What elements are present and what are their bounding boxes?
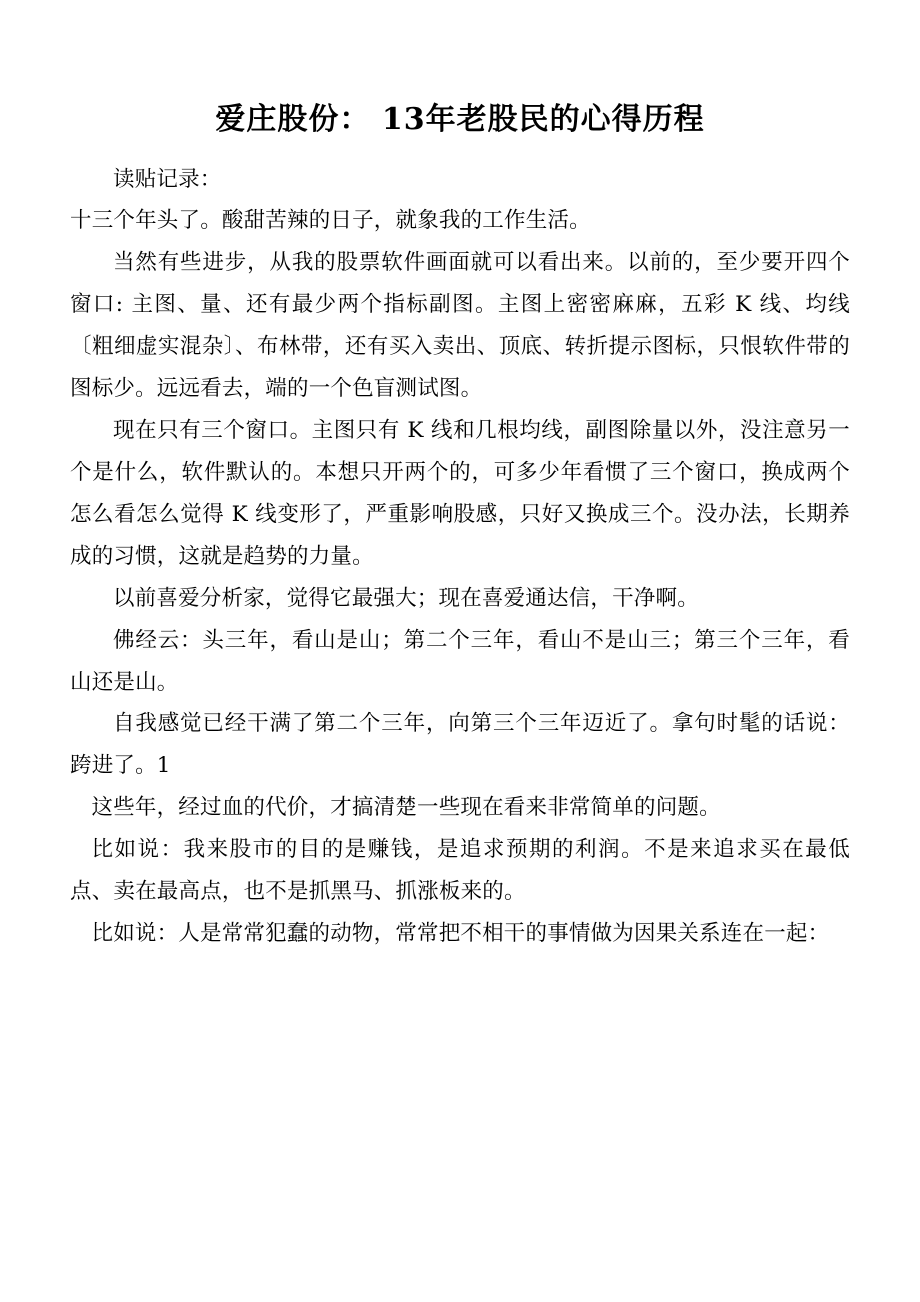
paragraph-8: 这些年，经过血的代价，才搞清楚一些现在看来非常简单的问题。: [91, 795, 721, 821]
paragraph-9: 比如说：我来股市的目的是赚钱，是追求预期的利润。不是来追求买在最低点、卖在最高点，也不是抓黑马、抓涨板来的。: [70, 837, 850, 905]
paragraph-10: 比如说：人是常常犯蠢的动物，常常把不相干的事情做为因果关系连在一起：: [91, 921, 830, 947]
paragraph-1: 读贴记录：: [113, 166, 222, 192]
paragraph-6: 佛经云：头三年，看山是山；第二个三年，看山不是山三；第三个三年，看山还是山。: [70, 627, 850, 695]
paragraph-5: 以前喜爱分析家，觉得它最强大；现在喜爱通达信，干净啊。: [113, 585, 699, 611]
paragraph-2: 十三个年头了。酸甜苦辣的日子，就象我的工作生活。: [70, 208, 591, 234]
paragraph-4: 现在只有三个窗口。主图只有 K 线和几根均线，副图除量以外，没注意另一个是什么，软件默认的。本想只开两个的，可多少年看惯了三个窗口，换成两个怎么看怎么觉得 K 线变形了，严重影响股感，只好又换成三个。没办法，长期养成的习惯，这就是趋势的力量。: [70, 418, 850, 569]
paragraph-3: 当然有些进步，从我的股票软件画面就可以看出来。以前的，至少要开四个窗口: 主图、量、还有最少两个指标副图。主图上密密麻麻，五彩 K 线、均线〔粗细虚实混杂〕、布林带，还有买入卖出、顶底、转折提示图标，只恨软件带的图标少。远远看去，端的一个色盲测试图。: [70, 250, 850, 402]
paragraph-7: 自我感觉已经干满了第二个三年，向第三个三年迈近了。拿句时髦的话说：跨进了。1: [70, 711, 850, 779]
page-title: 爱庄股份： 13年老股民的心得历程: [215, 102, 705, 137]
